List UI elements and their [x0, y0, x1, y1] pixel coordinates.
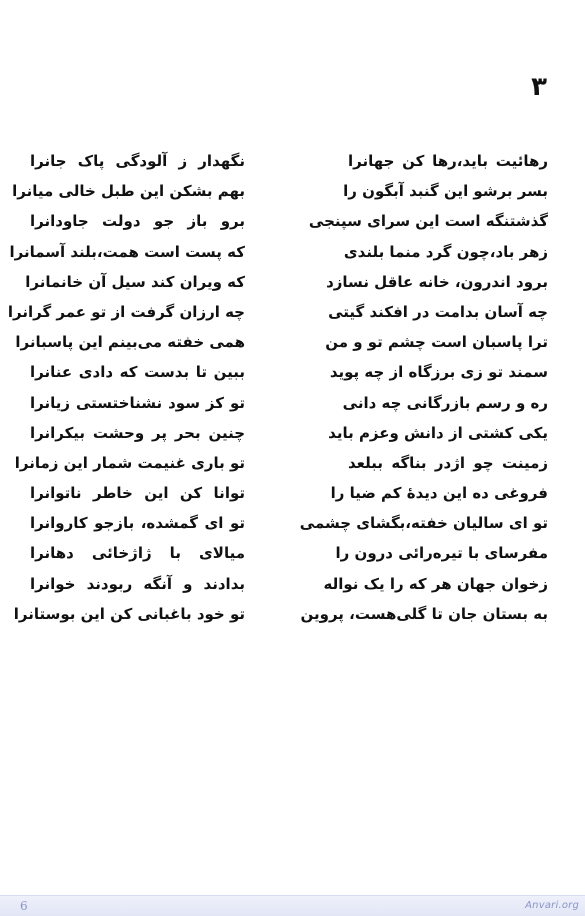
- footer-brand-link[interactable]: Anvari.org: [525, 900, 579, 911]
- hemistich-left: بهم بشکن این طبل خالی میانرا: [12, 182, 245, 201]
- hemistich-right: سمند تو زی برزگاه از چه پوید: [329, 363, 548, 382]
- couplet: [0, 180, 585, 210]
- hemistich-left: که پست است همت،بلند آسمانرا: [9, 242, 245, 261]
- hemistich-right: فروغی ده این دیدهٔ کم ضیا را: [330, 484, 548, 503]
- couplet: [0, 542, 585, 572]
- hemistich-right: زهر باد،چون گرد منما بلندی: [343, 242, 548, 261]
- hemistich-right: ره و رسم بازرگانی چه دانی: [342, 393, 548, 412]
- hemistich-right: یکی کشتی از دانش وعزم باید: [328, 423, 548, 442]
- hemistich-left: تو خود باغبانی کن این بوستانرا: [13, 604, 245, 623]
- hemistich-right: ترا پاسبان است چشم تو و من: [325, 333, 548, 352]
- hemistich-right: رهائیت باید،رها کن جهانرا: [348, 152, 548, 170]
- couplet: [0, 361, 585, 391]
- hemistich-left: تو کز سود نشناختستی زیانرا: [30, 393, 245, 412]
- couplet: [0, 392, 585, 422]
- hemistich-left: همی خفته می‌بینم این پاسبانرا: [15, 333, 245, 352]
- hemistich-right: مفرسای با تیره‌رائی درون را: [335, 544, 548, 563]
- footer-bar: [0, 895, 585, 916]
- couplet: [0, 573, 585, 603]
- hemistich-left: برو باز جو دولت جاودانرا: [30, 212, 245, 231]
- hemistich-left: چه ارزان گرفت از تو عمر گرانرا: [7, 302, 245, 321]
- couplet: [0, 512, 585, 542]
- page-number: ۳: [531, 72, 547, 102]
- couplet: [0, 482, 585, 512]
- hemistich-right: برود اندرون، خانه عاقل نسازد: [326, 272, 548, 291]
- hemistich-right: چه آسان بدامت در افکند گیتی: [328, 302, 548, 321]
- hemistich-left: تو ای گمشده، بازجو کاروانرا: [30, 514, 245, 533]
- couplet: [0, 331, 585, 361]
- couplet: [0, 150, 585, 180]
- hemistich-left: تو باری غنیمت شمار این زمانرا: [14, 453, 245, 472]
- hemistich-right: بسر برشو این گنبد آبگون را: [343, 182, 548, 201]
- hemistich-right: تو ای سالیان خفته،بگشای چشمی: [299, 514, 548, 533]
- hemistich-left: نگهدار ز آلودگی پاک جانرا: [30, 152, 245, 170]
- hemistich-right: زمینت چو اژدر بناگه ببلعد: [348, 453, 548, 472]
- hemistich-left: بدادند و آنگه ربودند خوانرا: [30, 574, 245, 593]
- hemistich-left: چنین بحر پر وحشت بیکرانرا: [30, 423, 245, 442]
- hemistich-right: به بستان جان تا گلی‌هست، پروین: [300, 604, 548, 623]
- poem: [0, 150, 585, 633]
- couplet: [0, 452, 585, 482]
- couplet: [0, 422, 585, 452]
- hemistich-right: گذشتنگه است این سرای سپنجی: [308, 212, 548, 231]
- couplet: [0, 271, 585, 301]
- hemistich-left: که ویران کند سیل آن خانمانرا: [25, 272, 245, 291]
- hemistich-left: ببین تا بدست که دادی عنانرا: [30, 363, 245, 382]
- footer-page-number: 6: [20, 899, 28, 913]
- couplet: [0, 301, 585, 331]
- couplet: [0, 210, 585, 240]
- hemistich-left: میالای با ژاژخائی دهانرا: [30, 544, 245, 563]
- hemistich-left: توانا کن این خاطر ناتوانرا: [30, 484, 245, 503]
- couplet: [0, 241, 585, 271]
- couplet: [0, 603, 585, 633]
- hemistich-right: زخوان جهان هر که را یک نواله: [323, 574, 548, 593]
